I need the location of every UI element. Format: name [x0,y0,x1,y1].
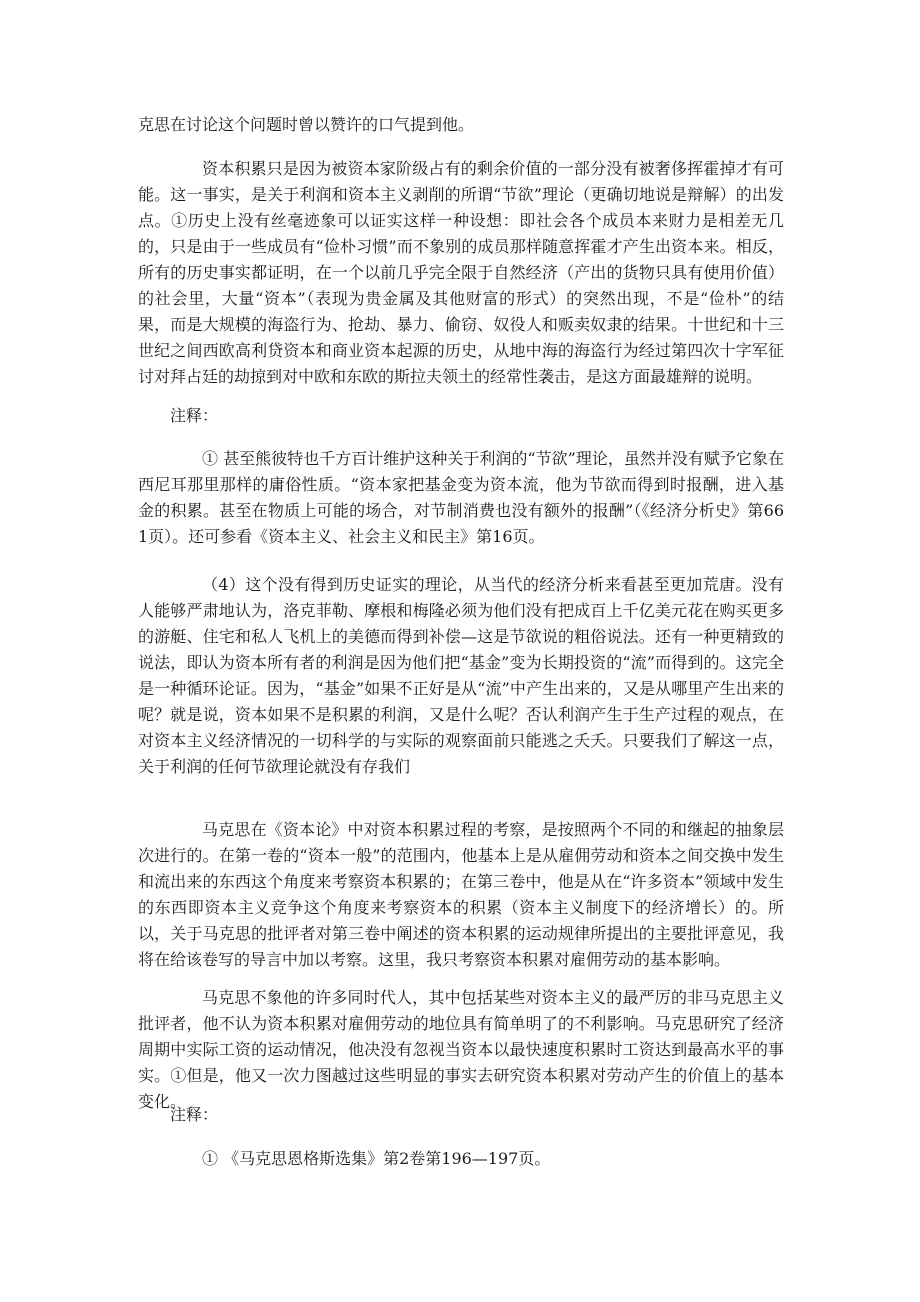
paragraph-wage-labor: 马克思不象他的许多同时代人，其中包括某些对资本主义的最严厉的非马克思主义批评者，他不认为资本积累对雇佣劳动的地位具有简单明了的不利影响。马克思研究了经济周期中实际工资的运动情况，他决没有忽视当资本以最快速度积累时工资达到最高水平的事实。①但是，他又一次力图越过这些明显的事实去研究资本积累对劳动产生的价值上的基本变化。 [138,988,784,1111]
paragraph-marx-capital: 马克思在《资本论》中对资本积累过程的考察，是按照两个不同的和继起的抽象层次进行的。在第一卷的“资本一般”的范围内，他基本上是从雇佣劳动和资本之间交换中发生和流出来的东西这个角度来考察资本积累的；在第三卷中，他是从在“许多资本”领域中发生的东西即资本主义竞争这个角度来考察资本的积累（资本主义制度下的经济增长）的。所以，关于马克思的批评者对第三卷中阐述的资本积累的运动规律所提出的主要批评意见，我将在给该卷写的导言中加以考察。这里，我只考察资本积累对雇佣劳动的基本影响。 [138,820,784,969]
footnote-1: ① 甚至熊彼特也千方百计维护这种关于利润的“节欲”理论，虽然并没有赋予它象在西尼耳那里那样的庸俗性质。“资本家把基金变为资本流，他为节欲而得到时报酬，进入基金的积累。甚至在物质上可能的场合，对节制消费也没有额外的报酬”（《经济分析史》第661页）。还可参看《资本主义、社会主义和民主》第16页。 [138,449,784,546]
notes-label-2: 注释： [170,1105,219,1124]
footnote-2: ① 《马克思恩格斯选集》第2卷第196—197页。 [202,1149,551,1168]
notes-label: 注释： [170,406,219,425]
paragraph-abstinence-theory: （4）这个没有得到历史证实的理论，从当代的经济分析来看甚至更加荒唐。没有人能够严肃地认为，洛克菲勒、摩根和梅隆必须为他们没有把成百上千亿美元花在购买更多的游艇、住宅和私人飞机上的美德而得到补偿—这是节欲说的粗俗说法。还有一种更精致的说法，即认为资本所有者的利润是因为他们把“基金”变为长期投资的“流”而得到的。这完全是一种循环论证。因为，“基金”如果不正好是从“流”中产生出来的，又是从哪里产生出来的呢？就是说，资本如果不是积累的利润，又是什么呢？否认利润产生于生产过程的观点，在对资本主义经济情况的一切科学的与实际的观察面前只能逃之夭夭。只要我们了解这一点，关于利润的任何节欲理论就没有存我们 [138,575,784,776]
paragraph-continuation: 克思在讨论这个问题时曾以赞许的口气提到他。 [138,115,475,134]
paragraph-capital-accumulation: 资本积累只是因为被资本家阶级占有的剩余价值的一部分没有被奢侈挥霍掉才有可能。这一事实，是关于利润和资本主义剥削的所谓“节欲”理论（更确切地说是辩解）的出发点。①历史上没有丝毫迹象可以证实这样一种设想：即社会各个成员本来财力是相差无几的，只是由于一些成员有“俭朴习惯”而不象别的成员那样随意挥霍才产生出资本来。相反，所有的历史事实都证明，在一个以前几乎完全限于自然经济（产出的货物只具有使用价值）的社会里，大量“资本”（表现为贵金属及其他财富的形式）的突然出现，不是“俭朴”的结果，而是大规模的海盗行为、抢劫、暴力、偷窃、奴役人和贩卖奴隶的结果。十世纪和十三世纪之间西欧高利贷资本和商业资本起源的历史，从地中海的海盗行为经过第四次十字军征讨对拜占廷的劫掠到对中欧和东欧的斯拉夫领土的经常性袭击，是这方面最雄辩的说明。 [138,159,784,386]
